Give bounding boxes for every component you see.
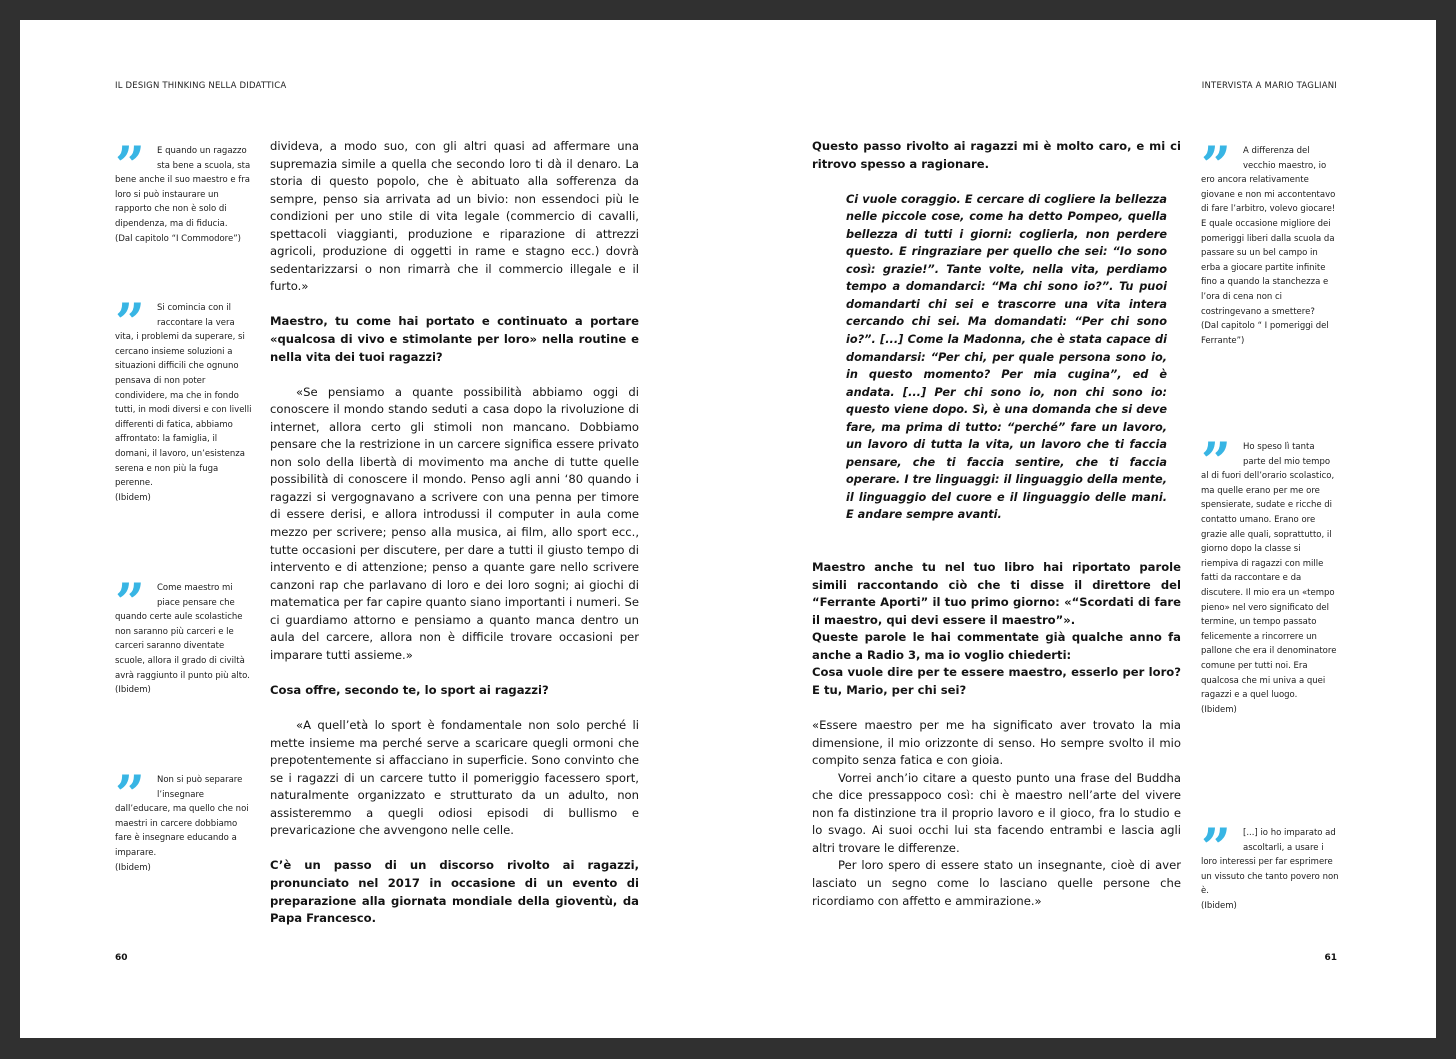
sidebar-quote-text: [...] io ho imparato ad ascoltarli, a usare i loro interessi per far esprimere un vissuto che tanto povero non è. (1201, 828, 1339, 897)
quote-mark-icon: ” (115, 573, 145, 634)
sidebar-quote (115, 293, 253, 505)
sidebar-quote-source: (Ibidem) (115, 862, 151, 873)
body-paragraph: divideva, a modo suo, con gli altri quasi ad affermare una supremazia simile a quella che secondo loro ti dà il denaro. La storia di questo popolo, che è abituato alla sofferenza da sempre, penso sia arrivata ad un bivio: non essendoci più le condizioni per uno stile di vita legale (commercio di cavalli, spettacoli viaggianti, produzione e riparazione di attrezzi agricoli, produzione di oggetti in rame e stagno ecc.) dovrà sedentarizzarsi o non rimarrà che il commercio illegale e il furto.» (270, 139, 639, 294)
sidebar-quote-text: Si comincia con il raccontare la vera vita, i problemi da superare, si cercano insieme soluzioni a situazioni difficili che ognuno pensava di non poter condividere, ma che in fondo tutti, in modi diversi e con livelli differenti di fatica, abbiamo affrontato: la famiglia, il domani, il lavoro, un’esistenza serena e non più la fuga perenne. (115, 303, 252, 489)
body-paragraph: «Essere maestro per me ha significato aver trovato la mia dimensione, il mio orizzonte di senso. Ho sempre svolto il mio compito senza fatica e con gioia. (812, 718, 1181, 768)
quote-mark-icon: ” (115, 765, 145, 826)
sidebar-quote-source: (Ibidem) (115, 685, 151, 696)
quote-mark-icon: ” (1201, 432, 1231, 493)
body-paragraph: «Se pensiamo a quante possibilità abbiamo oggi di conoscere il mondo stando seduti a casa dopo la rivoluzione di internet, allora certo gli stimoli non mancano. Dobbiamo pensare che la restrizione in un carcere significa essere privato non solo della libertà di movimento ma anche di tutte quelle possibilità di conoscere il mondo. Penso agli anni ‘80 quando i ragazzi si vergognavano a scrivere con una penna per timore di essere derisi, e allora introdussi il computer in aula come mezzo per scrivere; penso alla musica, ai film, allo sport ecc., tutte occasioni per discutere, per dare a tutti il giusto tempo di intervento e di attenzione; penso a quante gare nello scrivere canzoni rap che parlavano di loro e dei loro sogni; ai giochi di matematica per far capire quanto siano importanti i numeri. Se ci guardiamo attorno e pensiamo a quanto manca dentro un aula del carcere, allora non è difficile trovare occasioni per imparare tutti assieme.» (270, 384, 639, 662)
body-column-left (270, 138, 639, 928)
sidebar-quote (115, 136, 253, 246)
sidebar-quote-source: (Ibidem) (1201, 704, 1237, 715)
interview-question: Maestro, tu come hai portato e continuato a portare «qualcosa di vivo e stimolante per loro» nella routine e nella vita dei tuoi ragazzi? (270, 314, 639, 364)
sidebar-quote-text: E quando un ragazzo sta bene a scuola, sta bene anche il suo maestro e fra loro si può instaurare un rapporto che non è solo di dipendenza, ma di fiducia. (115, 146, 251, 229)
running-head-left: IL DESIGN THINKING NELLA DIDATTICA (115, 81, 287, 91)
sidebar-quote-text: A differenza del vecchio maestro, io ero ancora relativamente giovane e non mi accontentavo di fare l’arbitro, volevo giocare! E quale occasione migliore dei pomeriggi liberi dalla scuola da passare su un bel campo in erba a giocare partite infinite fino a quando la stanchezza e l’ora di cena non ci costringevano a smettere? (1201, 146, 1336, 317)
sidebar-quote (115, 765, 253, 875)
body-column-right (812, 138, 1181, 910)
body-paragraph: «A quell’età lo sport è fondamentale non solo perché li mette insieme ma perché serve a scaricare quegli ormoni che prepotentemente si affacciano in superficie. Sono convinto che se i ragazzi di un carcere tutto il pomeriggio facessero sport, naturalmente organizzato e strutturato da un adulto, non assisteremmo a quegli odiosi episodi di bullismo e prevaricazione che avvengono nelle celle. (270, 718, 639, 838)
book-spread (20, 20, 1436, 1038)
sidebar-quote (1201, 818, 1339, 914)
sidebar-quote-text: Come maestro mi piace pensare che quando certe aule scolastiche non saranno più carceri e le carceri saranno diventate scuole, allora il grado di civiltà avrà raggiunto il punto più alto. (115, 583, 250, 681)
left-page (20, 20, 728, 1038)
quote-mark-icon: ” (1201, 136, 1231, 197)
quote-mark-icon: ” (115, 293, 145, 354)
sidebar-quote-text: Ho speso lì tanta parte del mio tempo al di fuori dell’orario scolastico, ma quelle erano per me ore spensierate, sudate e ricche di contatto umano. Erano ore grazie alle quali, soprattutto, il giorno dopo la classe si riempiva di ragazzi con mille fatti da raccontare e da discutere. Il mio era un «tempo pieno» nel vero significato del termine, un tempo passato felicemente a rincorrere un pallone che era il denominatore comune per tutti noi. Era qualcosa che mi univa a quei ragazzi e a quel luogo. (1201, 442, 1337, 701)
running-head-right: INTERVISTA A MARIO TAGLIANI (1201, 81, 1337, 91)
interview-question: Maestro anche tu nel tuo libro hai riportato parole simili raccontando ciò che ti disse il direttore del “Ferrante Aporti” il tuo primo giorno: «“Scordati di fare il maestro, qui devi essere il maestro”». (812, 560, 1181, 627)
page-number-right: 61 (1324, 953, 1337, 963)
sidebar-quote (1201, 136, 1339, 348)
interview-question: C’è un passo di un discorso rivolto ai ragazzi, pronunciato nel 2017 in occasione di un evento di preparazione alla giornata mondiale della gioventù, da Papa Francesco. (270, 858, 639, 926)
sidebar-quote-source: (Ibidem) (115, 492, 151, 503)
quote-mark-icon: ” (1201, 818, 1231, 879)
sidebar-quote-source: (Dal capitolo “ I pomeriggi del Ferrante”) (1201, 321, 1329, 346)
quote-mark-icon: ” (115, 136, 145, 197)
sidebar-quote-source: (Dal capitolo “I Commodore”) (115, 233, 241, 244)
sidebar-quote-source: (Ibidem) (1201, 900, 1237, 911)
sidebar-quote (115, 573, 253, 698)
page-number-left: 60 (115, 953, 128, 963)
body-paragraph: Vorrei anch’io citare a questo punto una frase del Buddha che dice pressappoco così: chi è maestro nell’arte del vivere non fa distinzione tra il proprio lavoro e il gioco, fra lo studio e lo svago. Ai suoi occhi lui sta facendo entrambi e lascia agli altri trovare le differenze. (812, 770, 1181, 855)
block-quotation: Ci vuole coraggio. E cercare di cogliere la bellezza nelle piccole cose, come ha detto Pompeo, quella bellezza di tutti i giorni: coglierla, non perdere questo. E ringraziare per quello che sei: “Io sono così: grazie!”. Tante volte, nella vita, perdiamo tempo a domandarci: “Ma chi sono io?”. Tu puoi domandarti chi sei e trascorre una vita intera cercando chi sei. Ma domandati: “Per chi sono io?”. [...] Come la Madonna, che è stata capace di domandarsi: “Per chi, per quale persona sono io, in questo momento? Per mia cugina”, ed è andata. [...] Per chi sono io, non chi sono io: questo viene dopo. Sì, è una domanda che si deve fare, ma prima di tutto: “perché” fare un lavoro, un lavoro di tutta la vita, un lavoro che ti faccia pensare, che ti faccia sentire, che ti faccia operare. I tre linguaggi: il linguaggio della mente, il linguaggio del cuore e il linguaggio delle mani. E andare sempre avanti. (846, 192, 1167, 522)
sidebar-quote-text: Non si può separare l’insegnare dall’educare, ma quello che noi maestri in carcere dobbiamo fare è insegnare educando a imparare. (115, 775, 249, 858)
interview-question: Cosa offre, secondo te, lo sport ai ragazzi? (270, 682, 549, 697)
body-paragraph: Per loro spero di essere stato un insegnante, cioè di aver lasciato un segno come lo lasciano quelle persone che ricordiamo con affetto e ammirazione.» (812, 858, 1181, 908)
sidebar-quote (1201, 432, 1339, 717)
interview-question: Queste parole le hai commentate già qualche anno fa anche a Radio 3, ma io voglio chiederti: (812, 630, 1181, 662)
interview-question: Cosa vuole dire per te essere maestro, esserlo per loro? E tu, Mario, per chi sei? (812, 665, 1181, 697)
interview-question: Questo passo rivolto ai ragazzi mi è molto caro, e mi ci ritrovo spesso a ragionare. (812, 139, 1181, 171)
